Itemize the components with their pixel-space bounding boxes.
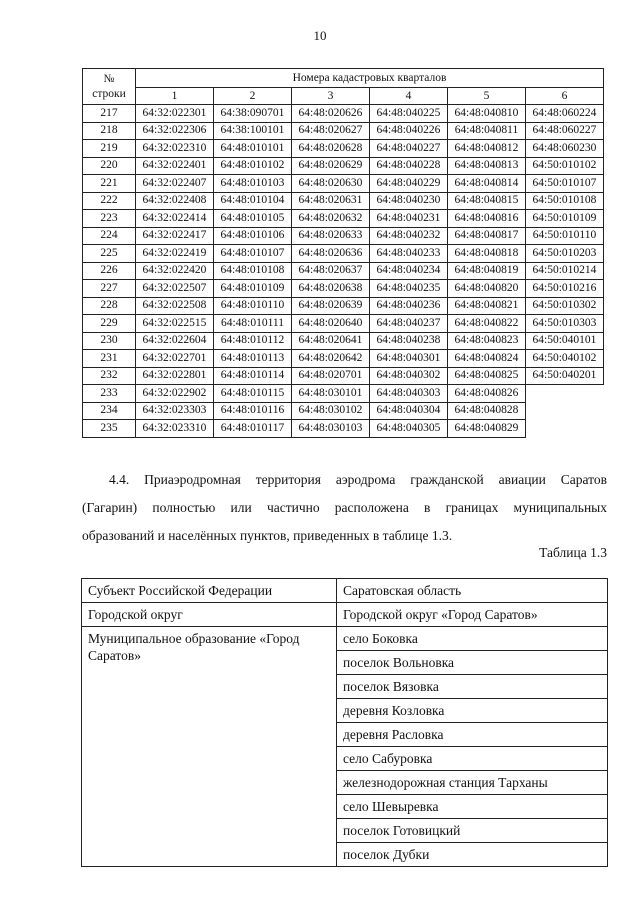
cadastral-number-cell: 64:48:040236 [370,297,448,315]
cadastral-number-cell: 64:48:020626 [292,105,370,123]
cadastral-number-cell: 64:48:020631 [292,192,370,210]
cadastral-number-cell: 64:48:020629 [292,157,370,175]
cadastral-number-cell: 64:32:022408 [136,192,214,210]
table-row [83,280,604,298]
cadastral-number-cell: 64:48:020638 [292,280,370,298]
cadastral-number-cell: 64:48:010109 [214,280,292,298]
cadastral-number-cell: 64:48:020637 [292,262,370,280]
cadastral-number-cell: 64:48:010111 [214,315,292,333]
cadastral-number-cell: 64:48:060227 [526,122,604,140]
cadastral-number-cell: 64:48:010116 [214,402,292,420]
cadastral-number-cell: 64:48:040816 [448,210,526,228]
cadastral-number-cell: 64:48:030102 [292,402,370,420]
cadastral-number-cell: 64:48:010106 [214,227,292,245]
cadastral-number-cell: 64:32:022801 [136,367,214,385]
table-row [83,210,604,228]
cadastral-number-cell: 64:48:010107 [214,245,292,263]
cadastral-number-cell: 64:38:100101 [214,122,292,140]
cadastral-number-cell: 64:48:010114 [214,367,292,385]
cadastral-number-cell: 64:48:010117 [214,420,292,438]
cadastral-number-cell: 64:48:040829 [448,420,526,438]
cadastral-number-cell: 64:48:040302 [370,367,448,385]
cadastral-number-cell: 64:48:040229 [370,175,448,193]
column-number: 1 [136,88,214,105]
row-number-cell: 223 [83,210,136,228]
page-number: 10 [313,28,327,43]
group-header: Номера кадастровых кварталов [136,69,604,88]
row-number-cell: 227 [83,280,136,298]
cadastral-number-cell: 64:48:060224 [526,105,604,123]
settlement-cell: село Сабуровка [337,747,608,771]
cadastral-number-cell: 64:50:010203 [526,245,604,263]
settlement-cell: железнодорожная станция Тарханы [337,771,608,795]
table-row [83,157,604,175]
cadastral-number-cell: 64:32:022419 [136,245,214,263]
settlement-cell: поселок Дубки [337,843,608,867]
row-number-cell: 233 [83,385,136,403]
cadastral-number-cell: 64:32:022902 [136,385,214,403]
cadastral-number-cell: 64:48:020701 [292,367,370,385]
row-number-cell: 228 [83,297,136,315]
cadastral-number-cell: 64:48:040817 [448,227,526,245]
municipalities-table [81,578,608,867]
cadastral-number-cell: 64:48:040810 [448,105,526,123]
cadastral-number-cell: 64:48:010103 [214,175,292,193]
table-row [82,627,608,651]
row-number-cell: 217 [83,105,136,123]
subject-value: Саратовская область [337,579,608,603]
cadastral-number-cell: 64:48:010102 [214,157,292,175]
cadastral-number-cell: 64:48:010104 [214,192,292,210]
cadastral-number-cell: 64:48:030101 [292,385,370,403]
row-number-cell: 231 [83,350,136,368]
cadastral-number-cell: 64:48:040818 [448,245,526,263]
cadastral-number-cell: 64:48:040238 [370,332,448,350]
cadastral-number-cell: 64:50:010216 [526,280,604,298]
settlement-cell: деревня Козловка [337,699,608,723]
table-row [83,350,604,368]
settlement-cell: деревня Расловка [337,723,608,747]
table-row [83,140,604,158]
cadastral-number-cell: 64:48:020642 [292,350,370,368]
cadastral-number-cell: 64:48:040304 [370,402,448,420]
cadastral-number-cell: 64:48:010101 [214,140,292,158]
cadastral-number-cell: 64:48:010105 [214,210,292,228]
cadastral-number-cell: 64:50:040102 [526,350,604,368]
table-row [83,175,604,193]
cadastral-number-cell: 64:48:040819 [448,262,526,280]
cadastral-number-cell: 64:50:040101 [526,332,604,350]
cadastral-number-cell: 64:38:090701 [214,105,292,123]
cadastral-quarters-table [82,68,604,438]
column-number: 2 [214,88,292,105]
column-number: 6 [526,88,604,105]
row-number-cell: 230 [83,332,136,350]
row-number-header-line2: строки [92,87,126,100]
table-row [83,227,604,245]
row-number-cell: 225 [83,245,136,263]
cadastral-number-cell: 64:48:010108 [214,262,292,280]
column-number: 3 [292,88,370,105]
settlement-cell: поселок Вольновка [337,651,608,675]
paragraph-line-1: 4.4. Приаэродромная территория аэродрома гражданской авиации Саратов [109,472,607,487]
cadastral-number-cell: 64:32:022401 [136,157,214,175]
cadastral-number-cell: 64:48:030103 [292,420,370,438]
cadastral-number-cell: 64:50:010302 [526,297,604,315]
cadastral-number-cell: 64:48:040825 [448,367,526,385]
cadastral-number-cell: 64:32:022604 [136,332,214,350]
cadastral-number-cell: 64:48:020633 [292,227,370,245]
empty-cell [526,402,604,420]
subject-label: Субъект Российской Федерации [82,579,337,603]
table-row [82,603,608,627]
cadastral-number-cell: 64:48:040226 [370,122,448,140]
cadastral-number-cell: 64:48:040301 [370,350,448,368]
cadastral-number-cell: 64:48:010115 [214,385,292,403]
cadastral-number-cell: 64:32:022420 [136,262,214,280]
cadastral-number-cell: 64:48:040811 [448,122,526,140]
cadastral-number-cell: 64:32:022301 [136,105,214,123]
row-number-cell: 218 [83,122,136,140]
settlement-cell: поселок Вязовка [337,675,608,699]
table-row [83,122,604,140]
cadastral-number-cell: 64:48:040232 [370,227,448,245]
table-row [83,105,604,123]
settlement-cell: поселок Готовицкий [337,819,608,843]
table-row [83,420,604,438]
cadastral-number-cell: 64:48:040234 [370,262,448,280]
cadastral-number-cell: 64:48:040227 [370,140,448,158]
cadastral-number-cell: 64:48:020630 [292,175,370,193]
cadastral-number-cell: 64:48:020628 [292,140,370,158]
cadastral-number-cell: 64:48:040228 [370,157,448,175]
cadastral-number-cell: 64:48:020639 [292,297,370,315]
table-row [83,367,604,385]
cadastral-number-cell: 64:32:022701 [136,350,214,368]
row-number-cell: 229 [83,315,136,333]
cadastral-number-cell: 64:48:040826 [448,385,526,403]
cadastral-number-cell: 64:48:040824 [448,350,526,368]
cadastral-number-cell: 64:48:010112 [214,332,292,350]
cadastral-number-cell: 64:48:040828 [448,402,526,420]
cadastral-number-cell: 64:32:022407 [136,175,214,193]
cadastral-number-cell: 64:48:040237 [370,315,448,333]
table-row [83,385,604,403]
cadastral-number-cell: 64:48:040821 [448,297,526,315]
row-number-header-line1: № [103,72,115,85]
cadastral-number-cell: 64:48:040812 [448,140,526,158]
row-number-cell: 220 [83,157,136,175]
column-number: 4 [370,88,448,105]
row-number-cell: 226 [83,262,136,280]
table-row [83,192,604,210]
cadastral-number-cell: 64:48:010113 [214,350,292,368]
cadastral-number-cell: 64:48:040815 [448,192,526,210]
cadastral-number-cell: 64:48:040303 [370,385,448,403]
cadastral-number-cell: 64:32:022310 [136,140,214,158]
section-paragraph [82,466,607,550]
cadastral-number-cell: 64:50:010108 [526,192,604,210]
table-row [83,332,604,350]
municipality-label: Муниципальное образование «Город Саратов» [82,627,337,867]
table-row [83,402,604,420]
table-row [83,297,604,315]
cadastral-number-cell: 64:48:040230 [370,192,448,210]
cadastral-number-cell: 64:50:010109 [526,210,604,228]
row-number-cell: 235 [83,420,136,438]
cadastral-number-cell: 64:48:020627 [292,122,370,140]
cadastral-number-cell: 64:32:022507 [136,280,214,298]
cadastral-number-cell: 64:48:060230 [526,140,604,158]
paragraph-line-2: (Гагарин) полностью или частично расположена в границах муниципальных [82,500,607,515]
cadastral-number-cell: 64:32:022515 [136,315,214,333]
cadastral-number-cell: 64:50:040201 [526,367,604,385]
cadastral-number-cell: 64:48:040814 [448,175,526,193]
table-row [83,262,604,280]
empty-cell [526,385,604,403]
settlement-cell: село Шевыревка [337,795,608,819]
okrug-value: Городской округ «Город Саратов» [337,603,608,627]
cadastral-number-cell: 64:48:040233 [370,245,448,263]
cadastral-number-cell: 64:48:040813 [448,157,526,175]
row-number-header [83,69,136,105]
cadastral-number-cell: 64:48:040822 [448,315,526,333]
cadastral-number-cell: 64:32:023310 [136,420,214,438]
cadastral-number-cell: 64:48:040823 [448,332,526,350]
cadastral-number-cell: 64:48:040231 [370,210,448,228]
table-label: Таблица 1.3 [539,545,607,560]
row-number-cell: 221 [83,175,136,193]
row-number-cell: 234 [83,402,136,420]
cadastral-number-cell: 64:48:040235 [370,280,448,298]
cadastral-number-cell: 64:32:023303 [136,402,214,420]
cadastral-number-cell: 64:48:020641 [292,332,370,350]
cadastral-number-cell: 64:50:010110 [526,227,604,245]
empty-cell [526,420,604,438]
cadastral-number-cell: 64:50:010214 [526,262,604,280]
cadastral-number-cell: 64:48:040225 [370,105,448,123]
cadastral-number-cell: 64:32:022414 [136,210,214,228]
cadastral-number-cell: 64:32:022417 [136,227,214,245]
row-number-cell: 219 [83,140,136,158]
cadastral-number-cell: 64:32:022508 [136,297,214,315]
cadastral-number-cell: 64:48:020636 [292,245,370,263]
row-number-cell: 232 [83,367,136,385]
cadastral-number-cell: 64:50:010102 [526,157,604,175]
cadastral-number-cell: 64:48:020640 [292,315,370,333]
row-number-cell: 222 [83,192,136,210]
cadastral-number-cell: 64:50:010303 [526,315,604,333]
table-row [83,245,604,263]
cadastral-number-cell: 64:48:040305 [370,420,448,438]
row-number-cell: 224 [83,227,136,245]
cadastral-number-cell: 64:48:010110 [214,297,292,315]
table-row [82,579,608,603]
okrug-label: Городской округ [82,603,337,627]
column-number: 5 [448,88,526,105]
table-row [83,315,604,333]
cadastral-number-cell: 64:48:040820 [448,280,526,298]
cadastral-number-cell: 64:32:022306 [136,122,214,140]
settlement-cell: село Боковка [337,627,608,651]
paragraph-line-3: образований и населённых пунктов, приведенных в таблице 1.3. [82,528,453,543]
cadastral-number-cell: 64:50:010107 [526,175,604,193]
cadastral-number-cell: 64:48:020632 [292,210,370,228]
